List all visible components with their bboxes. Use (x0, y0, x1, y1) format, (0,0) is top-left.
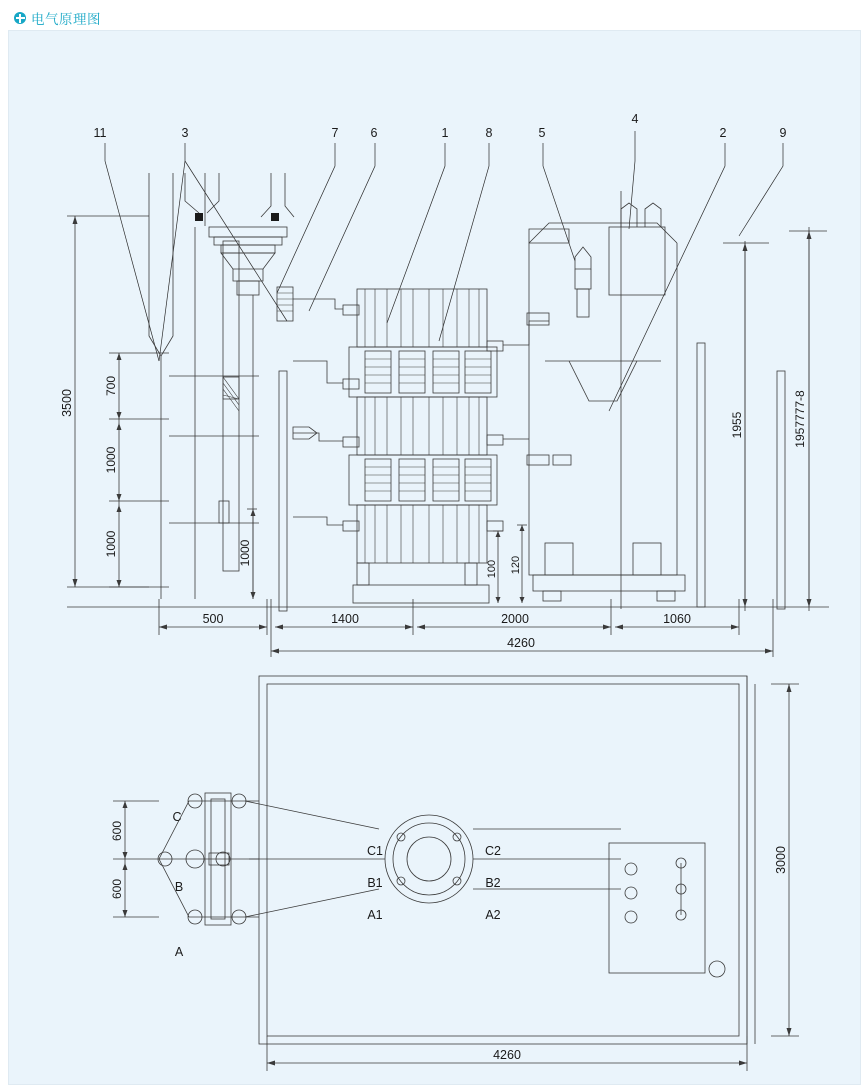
part-2-panel (697, 227, 827, 611)
svg-text:600: 600 (110, 878, 124, 900)
plus-circle-icon (14, 12, 26, 24)
technical-drawing (9, 31, 860, 1084)
svg-text:5: 5 (538, 126, 546, 140)
svg-text:C: C (172, 810, 182, 824)
elevation-vertical-dims (60, 216, 257, 599)
small-vertical-dims (486, 525, 527, 603)
svg-text:A: A (174, 945, 184, 959)
svg-text:8: 8 (485, 126, 493, 140)
svg-text:B2: B2 (485, 876, 501, 890)
svg-text:3000: 3000 (774, 846, 788, 874)
svg-text:9: 9 (779, 126, 787, 140)
svg-text:4: 4 (631, 112, 639, 126)
page-header (0, 0, 867, 32)
svg-text:C1: C1 (367, 844, 383, 858)
svg-text:100: 100 (486, 559, 498, 579)
svg-text:1000: 1000 (238, 539, 252, 567)
svg-text:3: 3 (181, 126, 189, 140)
svg-text:500: 500 (202, 612, 224, 626)
elevation-horizontal-dims (159, 599, 773, 657)
part-11-hopper (149, 173, 294, 376)
svg-text:2: 2 (719, 126, 727, 140)
svg-text:700: 700 (104, 375, 118, 397)
leader-lines (105, 131, 783, 411)
svg-text:7: 7 (331, 126, 339, 140)
svg-text:A2: A2 (485, 908, 501, 922)
part-7-column (277, 287, 317, 611)
callout-labels (94, 112, 787, 140)
svg-text:B: B (174, 880, 184, 894)
part-3-bushing (161, 227, 287, 599)
svg-text:3500: 3500 (60, 389, 74, 417)
part-5-tank (529, 191, 685, 609)
svg-text:1: 1 (441, 126, 449, 140)
plan-view (110, 676, 799, 1071)
svg-text:600: 600 (110, 820, 124, 842)
svg-text:4260: 4260 (507, 636, 535, 650)
svg-text:2000: 2000 (501, 612, 529, 626)
svg-text:4260: 4260 (493, 1048, 521, 1062)
svg-text:1400: 1400 (331, 612, 359, 626)
svg-text:6: 6 (370, 126, 378, 140)
svg-text:120: 120 (510, 555, 522, 575)
svg-text:1060: 1060 (663, 612, 691, 626)
svg-text:1000: 1000 (104, 530, 118, 558)
svg-text:B1: B1 (367, 876, 383, 890)
svg-text:11: 11 (93, 126, 107, 140)
svg-text:1957777-8: 1957777-8 (793, 390, 807, 448)
diagram-panel (8, 30, 861, 1085)
page-title: 电气原理图 (31, 12, 101, 27)
svg-text:C2: C2 (485, 844, 501, 858)
svg-text:A1: A1 (367, 908, 383, 922)
svg-text:1955: 1955 (730, 411, 744, 439)
svg-text:1000: 1000 (104, 446, 118, 474)
